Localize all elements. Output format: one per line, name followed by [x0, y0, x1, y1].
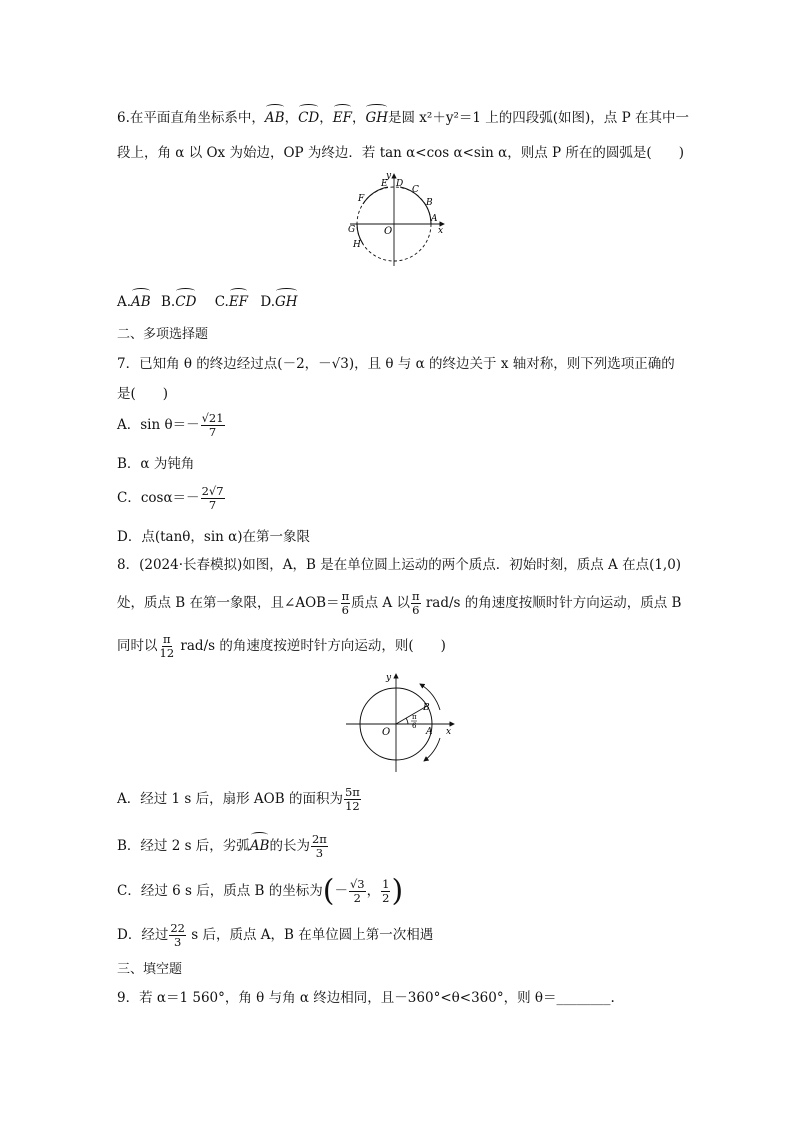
fraction — [311, 833, 328, 860]
q8-line2-text-c: rad/s 的角速度按顺时针方向运动，质点 B — [421, 595, 682, 611]
denominator: 12 — [345, 799, 360, 813]
q8-line2-text-b: 质点 A 以 — [351, 595, 410, 611]
arc-ef-solid — [363, 187, 388, 204]
q6-option-b-arc: CD — [175, 290, 196, 312]
section-fill-in: 三、填空题 — [117, 962, 183, 977]
fraction — [341, 590, 351, 617]
q6-text-a: 6.在平面直角坐标系中， — [117, 110, 265, 126]
q8-figure — [340, 668, 460, 776]
q8-option-c — [117, 873, 404, 909]
right-paren: ) — [391, 873, 404, 909]
fig8-label-pi: π — [412, 713, 417, 721]
denominator: 7 — [208, 498, 217, 512]
fig8-label-x: x — [446, 727, 452, 737]
denominator: 2 — [382, 891, 390, 905]
q8-c-text: C．经过 6 s 后，质点 B 的坐标为 — [117, 883, 323, 899]
fig8-label-six: 6 — [412, 722, 417, 730]
fraction — [159, 633, 176, 660]
numerator: π — [341, 589, 350, 603]
fig6-label-h: H — [353, 240, 361, 250]
q8-b-mid: 的长为 — [269, 838, 310, 854]
q8-b-text: B．经过 2 s 后，劣弧 — [117, 838, 250, 854]
q7-line2: 是( ) — [117, 386, 169, 402]
q6-sep: ， — [284, 110, 299, 126]
arc-ab: AB — [265, 106, 285, 128]
q8-d-text: D．经过 — [117, 927, 169, 943]
q6-sep: ， — [351, 110, 366, 126]
arc-ab: AB — [250, 834, 270, 856]
numerator: π — [411, 589, 420, 603]
angle-mark — [406, 718, 408, 724]
q6-option-c-label: C. — [214, 294, 229, 310]
numerator: √3 — [349, 877, 365, 891]
q8-line1: 8．(2024·长春模拟)如图，A，B 是在单位圆上运动的两个质点．初始时刻，质点 A 在点(1,0) — [117, 557, 682, 573]
q8-line3 — [117, 633, 446, 660]
denominator: 7 — [208, 425, 217, 439]
q7-a-text: A．sin θ＝－ — [117, 417, 200, 433]
denominator: 3 — [315, 846, 324, 860]
fig8-label-y: y — [386, 673, 392, 683]
q8-a-text: A．经过 1 s 后，扇形 AOB 的面积为 — [117, 791, 343, 807]
fig6-label-b: B — [426, 198, 433, 208]
arc-cd: CD — [298, 106, 319, 128]
fraction — [201, 485, 225, 512]
q8-d-suffix: s 后，质点 A，B 在单位圆上第一次相遇 — [186, 927, 434, 943]
numerator: 5π — [344, 785, 360, 799]
fig8-label-o: O — [382, 727, 391, 738]
fig6-label-y: y — [386, 171, 392, 181]
numerator: √21 — [201, 411, 224, 425]
q8-line3-text-a: 同时以 — [117, 638, 158, 654]
q7-option-c — [117, 485, 226, 512]
q6-option-a-label: A. — [117, 294, 132, 310]
fig8-label-a: A — [426, 727, 433, 737]
q9-line: 9．若 α＝1 560°，角 θ 与角 α 终边相同，且－360°<θ<360°，则 θ＝________. — [117, 990, 615, 1006]
comma: ， — [366, 883, 381, 899]
q8-line3-text-b: rad/s 的角速度按逆时针方向运动，则( ) — [176, 638, 446, 654]
fraction — [349, 878, 366, 905]
numerator: π — [163, 632, 171, 646]
arc-ef: EF — [333, 106, 352, 128]
q8-line2-text-a: 处，质点 B 在第一象限，且∠AOB＝ — [117, 595, 340, 611]
fig6-label-a: A — [431, 214, 438, 224]
fig6-label-g: G — [348, 225, 356, 235]
denominator: 6 — [341, 603, 349, 617]
fig6-label-e: E — [381, 179, 388, 189]
q6-option-d-label: D. — [260, 294, 275, 310]
q6-text-b: 是圆 x²＋y²＝1 上的四段弧(如图)，点 P 在其中一 — [388, 110, 689, 126]
q8-option-a — [117, 786, 362, 813]
q8-option-b — [117, 833, 329, 860]
numerator: 2π — [311, 832, 327, 846]
left-paren: ( — [322, 873, 335, 909]
q6-line2: 段上，角 α 以 Ox 为始边，OP 为终边．若 tan α<cos α<sin α，则点 P 所在的圆弧是( ) — [117, 145, 684, 161]
q7-option-d: D．点(tanθ，sin α)在第一象限 — [117, 529, 311, 545]
q6-option-c-arc: EF — [229, 290, 248, 312]
q7-line1: 7．已知角 θ 的终边经过点(－2，－√3)，且 θ 与 α 的终边关于 x 轴对称，则下列选项正确的 — [117, 356, 675, 372]
fig6-label-d: D — [396, 179, 404, 189]
q8-option-d — [117, 922, 433, 949]
numerator: 22 — [170, 921, 185, 935]
q6-option-b-label: B. — [161, 294, 176, 310]
denominator: 3 — [173, 935, 182, 949]
q7-option-b: B．α 为钝角 — [117, 456, 195, 472]
fig6-label-c: C — [412, 185, 419, 195]
q6-options — [117, 290, 298, 312]
fraction — [169, 922, 186, 949]
fraction — [411, 590, 421, 617]
numerator: 1 — [382, 877, 390, 891]
q7-option-a — [117, 412, 226, 439]
section-multiple-choice: 二、多项选择题 — [117, 327, 209, 342]
q6-figure — [340, 168, 450, 268]
denominator: 12 — [159, 646, 175, 660]
fig6-label-f: F — [358, 194, 365, 204]
q8-line2 — [117, 590, 681, 617]
numerator: 2√7 — [201, 484, 224, 498]
q7-c-text: C．cosα＝－ — [117, 490, 200, 506]
q6-option-a-arc: AB — [131, 290, 151, 312]
q6-sep: ， — [319, 110, 333, 126]
denominator: 6 — [412, 603, 420, 617]
fraction — [201, 412, 225, 439]
fig6-label-x: x — [438, 226, 444, 236]
fig6-label-o: O — [384, 226, 393, 237]
fraction — [344, 786, 361, 813]
fig8-label-b: B — [423, 703, 430, 713]
denominator: 2 — [353, 891, 361, 905]
arc-gh: GH — [365, 106, 388, 128]
minus-sign: － — [334, 883, 348, 899]
q6-option-d-arc: GH — [275, 290, 298, 312]
fraction — [381, 878, 390, 905]
arrow-a-clockwise — [424, 738, 440, 761]
q6-line1 — [117, 106, 689, 128]
